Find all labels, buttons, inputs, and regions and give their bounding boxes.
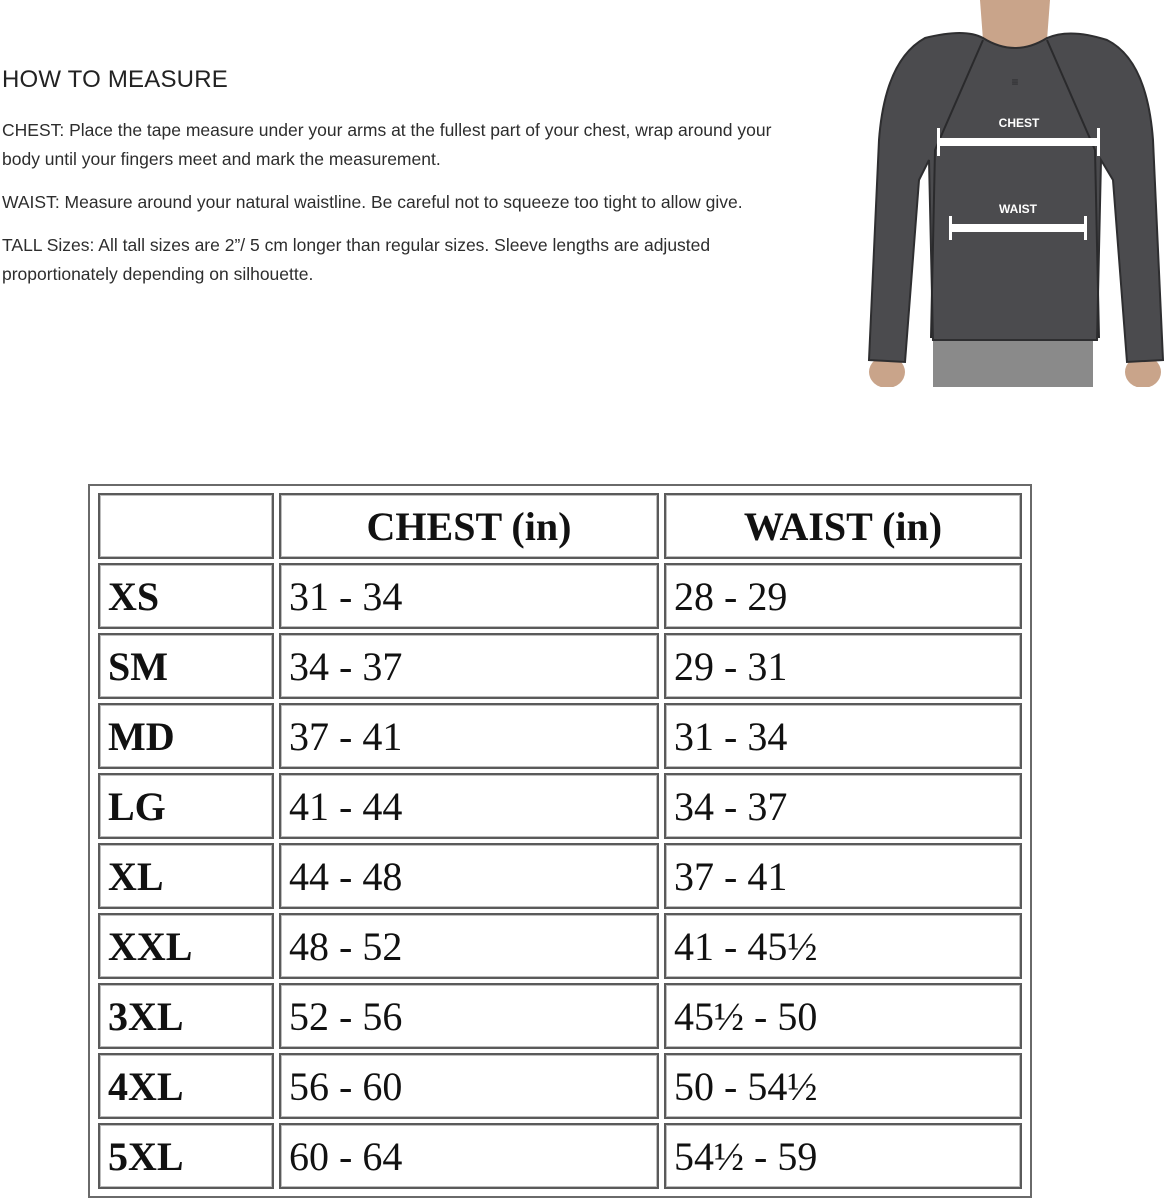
table-row <box>98 563 1022 629</box>
brand-logo: ≡ <box>1011 75 1019 89</box>
size-cell: 5XL <box>98 1123 274 1189</box>
measuring-guide <box>2 66 802 303</box>
chest-cell: 48 - 52 <box>279 913 659 979</box>
table-row <box>98 983 1022 1049</box>
chest-cell: 44 - 48 <box>279 843 659 909</box>
size-chart-table <box>93 489 1027 1193</box>
waist-cell: 45½ - 50 <box>664 983 1022 1049</box>
tall-sizes-note: TALL Sizes: All tall sizes are 2”/ 5 cm longer than regular sizes. Sleeve lengths are adjusted proportionately depending on silhouette. <box>2 235 711 284</box>
table-row <box>98 633 1022 699</box>
size-cell: SM <box>98 633 274 699</box>
size-cell: XXL <box>98 913 274 979</box>
table-row <box>98 913 1022 979</box>
shorts <box>933 335 1093 387</box>
table-row <box>98 1053 1022 1119</box>
shirt-model-illustration <box>865 0 1165 387</box>
waist-cell: 29 - 31 <box>664 633 1022 699</box>
table-row <box>98 773 1022 839</box>
header-size <box>98 493 274 559</box>
chest-cell: 60 - 64 <box>279 1123 659 1189</box>
waist-instructions: WAIST: Measure around your natural waistline. Be careful not to squeeze too tight to allow give. <box>2 192 743 212</box>
chest-label: CHEST <box>998 116 1040 130</box>
waist-cell: 31 - 34 <box>664 703 1022 769</box>
header-chest: CHEST (in) <box>279 493 659 559</box>
chest-cell: 37 - 41 <box>279 703 659 769</box>
guide-title: HOW TO MEASURE <box>2 66 228 93</box>
table-row <box>98 843 1022 909</box>
waist-cell: 50 - 54½ <box>664 1053 1022 1119</box>
size-cell: LG <box>98 773 274 839</box>
table-header-row <box>98 493 1022 559</box>
waist-cell: 28 - 29 <box>664 563 1022 629</box>
waist-cell: 34 - 37 <box>664 773 1022 839</box>
waist-cell: 54½ - 59 <box>664 1123 1022 1189</box>
chest-instructions: CHEST: Place the tape measure under your arms at the fullest part of your chest, wrap around your body until your fingers meet and mark the measurement. <box>2 120 772 169</box>
waist-cell: 37 - 41 <box>664 843 1022 909</box>
size-cell: XS <box>98 563 274 629</box>
chest-cell: 52 - 56 <box>279 983 659 1049</box>
table-row <box>98 703 1022 769</box>
size-cell: 3XL <box>98 983 274 1049</box>
chest-measure-line <box>939 138 1099 146</box>
chest-cell: 56 - 60 <box>279 1053 659 1119</box>
size-chart <box>88 484 1032 1198</box>
size-cell: 4XL <box>98 1053 274 1119</box>
waist-measure-line <box>951 224 1085 232</box>
chest-cell: 41 - 44 <box>279 773 659 839</box>
chest-cell: 31 - 34 <box>279 563 659 629</box>
measurement-diagram-photo <box>865 0 1165 387</box>
table-row <box>98 1123 1022 1189</box>
waist-label: WAIST <box>999 202 1037 216</box>
size-cell: MD <box>98 703 274 769</box>
size-cell: XL <box>98 843 274 909</box>
chest-cell: 34 - 37 <box>279 633 659 699</box>
header-waist: WAIST (in) <box>664 493 1022 559</box>
waist-cell: 41 - 45½ <box>664 913 1022 979</box>
